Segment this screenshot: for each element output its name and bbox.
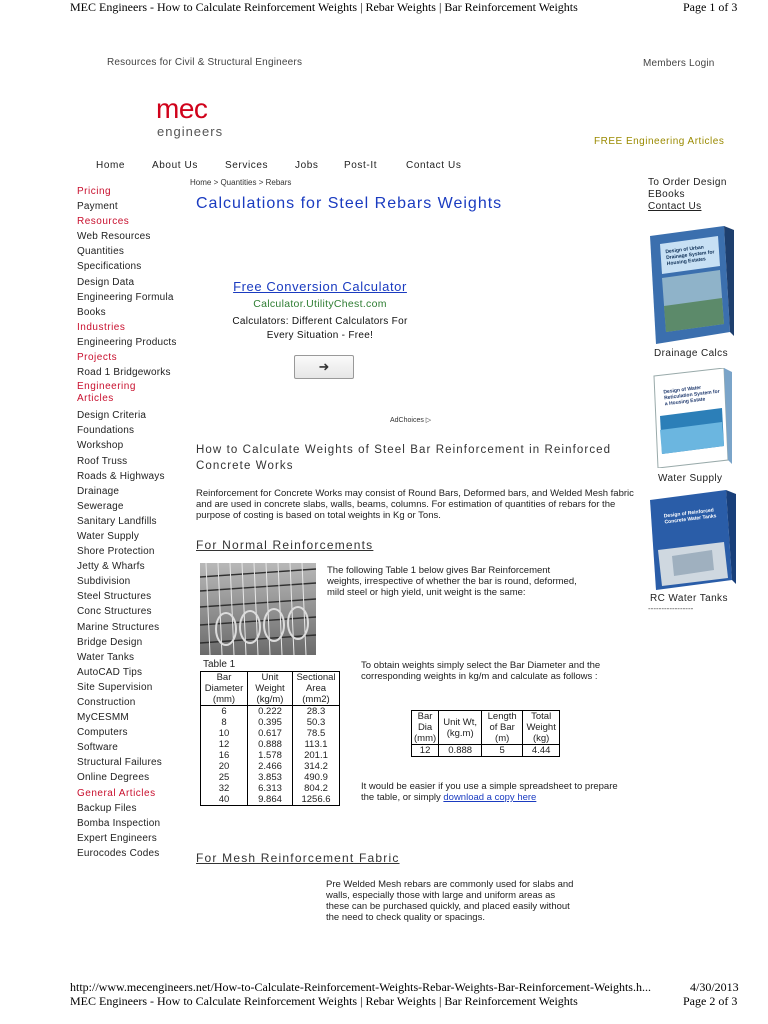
table1-cell: 78.5 — [293, 728, 340, 739]
sidebar-item-autocad-tips[interactable]: AutoCAD Tips — [77, 666, 143, 678]
table1-header-area: Sectional Area (mm2) — [293, 672, 340, 706]
table1-cell: 10 — [201, 728, 248, 739]
table1-cell: 9.864 — [248, 794, 293, 806]
table1-cell: 0.222 — [248, 706, 293, 718]
sidebar-item-marine-structures[interactable]: Marine Structures — [77, 621, 160, 633]
table1-cell: 804.2 — [293, 783, 340, 794]
mesh-reinforcement-heading: For Mesh Reinforcement Fabric — [196, 851, 400, 865]
table1-cell: 1.578 — [248, 750, 293, 761]
table1-cell: 28.3 — [293, 706, 340, 718]
spreadsheet-text-body: It would be easier if you use a simple spreadsheet to prepare the table, or simply — [361, 781, 618, 803]
ebook-cover-drainage[interactable] — [650, 226, 734, 344]
table1-cell: 3.853 — [248, 772, 293, 783]
table1-cell: 20 — [201, 761, 248, 772]
ebook-cover-rc-water-tanks-title: Design of Reinforced Concrete Water Tanks — [663, 507, 717, 526]
table1-cell: 8 — [201, 717, 248, 728]
sidebar-item-bomba-inspection[interactable]: Bomba Inspection — [77, 817, 161, 829]
sidebar-item-site-supervision[interactable]: Site Supervision — [77, 681, 153, 693]
sidebar-item-shore-protection[interactable]: Shore Protection — [77, 546, 155, 558]
sidebar-nav — [77, 184, 187, 861]
table1-cell: 40 — [201, 794, 248, 806]
table2-header-total-weight: Total Weight (kg) — [523, 711, 560, 745]
sidebar-item-workshop[interactable]: Workshop — [77, 440, 124, 452]
ad-arrow-button[interactable]: ➜ — [294, 355, 354, 379]
ad-url[interactable]: Calculator.UtilityChest.com — [253, 298, 387, 310]
nav-post-it[interactable]: Post-It — [344, 160, 378, 171]
rebar-photo — [200, 563, 316, 655]
table-row — [201, 794, 340, 806]
table-row — [201, 706, 340, 718]
sidebar-item-industries[interactable]: Industries — [77, 321, 126, 333]
sidebar-item-sanitary-landfills[interactable]: Sanitary Landfills — [77, 515, 157, 527]
sidebar-item-subdivision[interactable]: Subdivision — [77, 576, 131, 588]
members-login-link[interactable]: Members Login — [643, 58, 715, 69]
breadcrumb[interactable]: Home > Quantities > Rebars — [190, 178, 292, 187]
ebook-cover-water-supply-title: Design of Water Reticulation System for a Housing Estate — [663, 384, 721, 408]
sidebar-item-road-1-bridgeworks[interactable]: Road 1 Bridgeworks — [77, 367, 171, 379]
sidebar-item-roof-truss[interactable]: Roof Truss — [77, 455, 128, 467]
nav-jobs[interactable]: Jobs — [295, 160, 319, 171]
article-intro: Reinforcement for Concrete Works may consist of Round Bars, Deformed bars, and Welded Mesh fabric and are used in concrete slabs, walls, beams, columns. For estimation of quantities of rebars for the purpose of costing is based on total weights in Kg or Tons. — [196, 488, 634, 521]
table-row — [201, 772, 340, 783]
mesh-reinforcement-text: Pre Welded Mesh rebars are commonly used for slabs and walls, especially those with large and uniform areas as these can be purchased quickly, and placed easily without the need to check quality or spacings. — [326, 879, 574, 923]
sidebar-item-general-articles[interactable]: General Articles — [77, 787, 156, 799]
nav-contact-us[interactable]: Contact Us — [406, 160, 462, 171]
nav-home[interactable]: Home — [96, 160, 126, 171]
pdf-page-number: Page 1 of 3 — [683, 0, 738, 14]
ebook-label-drainage[interactable]: Drainage Calcs — [654, 348, 728, 359]
table1-cell: 12 — [201, 739, 248, 750]
pdf-footer-date: 4/30/2013 — [690, 980, 739, 994]
table2-cell-total-weight: 4.44 — [523, 745, 560, 757]
sidebar-item-foundations[interactable]: Foundations — [77, 425, 135, 437]
sidebar-item-steel-structures[interactable]: Steel Structures — [77, 591, 152, 603]
sidebar-item-software[interactable]: Software — [77, 742, 119, 754]
pdf-header-title: MEC Engineers - How to Calculate Reinforcement Weights | Rebar Weights | Bar Reinforcement Weights — [70, 0, 578, 14]
table1-cell: 1256.6 — [293, 794, 340, 806]
sidebar-item-web-resources[interactable]: Web Resources — [77, 231, 151, 243]
table1-cell: 0.888 — [248, 739, 293, 750]
sidebar-item-mycesmm[interactable]: MyCESMM — [77, 712, 129, 724]
table2-header-unit-wt: Unit Wt, (kg.m) — [439, 711, 482, 745]
ebook-label-water-supply[interactable]: Water Supply — [658, 473, 723, 484]
table1-cell: 32 — [201, 783, 248, 794]
sidebar-item-design-criteria[interactable]: Design Criteria — [77, 410, 147, 422]
sidebar-item-pricing[interactable]: Pricing — [77, 186, 112, 197]
sidebar-item-eurocodes-codes[interactable]: Eurocodes Codes — [77, 847, 160, 859]
ad-block — [200, 279, 440, 343]
ebook-label-rc-water-tanks[interactable]: RC Water Tanks — [650, 593, 728, 604]
right-column-divider: ----------------- — [648, 604, 694, 613]
sidebar-item-backup-files[interactable]: Backup Files — [77, 802, 137, 814]
sidebar-item-drainage[interactable]: Drainage — [77, 485, 120, 497]
sidebar-item-structural-failures[interactable]: Structural Failures — [77, 757, 162, 769]
ebook-cover-water-supply[interactable] — [652, 368, 732, 468]
sidebar-item-specifications[interactable]: Specifications — [77, 261, 142, 273]
table-row — [201, 750, 340, 761]
ebook-cover-drainage-title: Design of Urban Drainage System for Housing Estates — [665, 244, 715, 268]
obtain-weights-text: To obtain weights simply select the Bar Diameter and the corresponding weights in kg/m and calculate as follows : — [361, 660, 601, 682]
sidebar-item-sewerage[interactable]: Sewerage — [77, 500, 124, 512]
logo-mec[interactable]: mec — [156, 93, 208, 124]
sidebar-item-design-data[interactable]: Design Data — [77, 276, 135, 288]
table1-cell: 25 — [201, 772, 248, 783]
table-row — [201, 761, 340, 772]
sidebar-item-resources[interactable]: Resources — [77, 216, 130, 228]
table1-cell: 6.313 — [248, 783, 293, 794]
sidebar-item-water-supply[interactable]: Water Supply — [77, 530, 140, 542]
sidebar-item-books[interactable]: Books — [77, 306, 106, 318]
sidebar-item-computers[interactable]: Computers — [77, 727, 128, 739]
sidebar-item-engineering-articles[interactable]: Engineering Articles — [77, 381, 136, 405]
sidebar-item-expert-engineers[interactable]: Expert Engineers — [77, 832, 157, 844]
table2-cell-length: 5 — [482, 745, 523, 757]
adchoices-label[interactable]: AdChoices ▷ — [390, 417, 432, 424]
table1-header-unit-weight: Unit Weight (kg/m) — [248, 672, 293, 706]
normal-reinforcement-text: The following Table 1 below gives Bar Reinforcement weights, irrespective of whether the bar is round, deformed, mild steel or high yield, unit weight is the same: — [327, 565, 577, 598]
table1-cell: 2.466 — [248, 761, 293, 772]
table-row — [201, 739, 340, 750]
table1-cell: 490.9 — [293, 772, 340, 783]
table1-cell: 6 — [201, 706, 248, 718]
table-row — [201, 717, 340, 728]
sidebar-item-engineering-formula[interactable]: Engineering Formula — [77, 291, 174, 303]
download-copy-link[interactable]: download a copy here — [443, 792, 537, 803]
site-tagline: Resources for Civil & Structural Engineers — [107, 57, 303, 68]
table1-cell: 0.395 — [248, 717, 293, 728]
table1-cell: 50.3 — [293, 717, 340, 728]
order-ebooks-text: To Order Design EBooks — [648, 177, 727, 200]
nav-about-us[interactable]: About Us — [152, 160, 198, 171]
table2-header-length: Length of Bar (m) — [482, 711, 523, 745]
table1-cell: 16 — [201, 750, 248, 761]
sidebar-item-engineering-products[interactable]: Engineering Products — [77, 336, 177, 348]
sidebar-item-quantities[interactable]: Quantities — [77, 246, 125, 258]
table1-wrapper — [200, 671, 340, 806]
sidebar-item-construction[interactable]: Construction — [77, 697, 136, 708]
ebook-cover-rc-water-tanks[interactable] — [650, 490, 736, 590]
nav-services[interactable]: Services — [225, 160, 269, 171]
table1-cell: 0.617 — [248, 728, 293, 739]
table1-cell: 314.2 — [293, 761, 340, 772]
table1-cell: 113.1 — [293, 739, 340, 750]
pdf-footer-page: Page 2 of 3 — [683, 994, 738, 1008]
sidebar-item-projects[interactable]: Projects — [77, 352, 118, 364]
table2-wrapper — [411, 710, 560, 757]
pdf-footer-title: MEC Engineers - How to Calculate Reinforcement Weights | Rebar Weights | Bar Reinforcement Weights — [70, 994, 578, 1008]
sidebar-item-payment[interactable]: Payment — [77, 201, 118, 213]
table1 — [200, 671, 340, 806]
table2 — [411, 710, 560, 757]
table-row — [201, 783, 340, 794]
page-title: Calculations for Steel Rebars Weights — [196, 195, 503, 212]
table1-cell: 201.1 — [293, 750, 340, 761]
pdf-footer-url: http://www.mecengineers.net/How-to-Calculate-Reinforcement-Weights-Rebar-Weights-Bar-Reinforcement-Weights.h... — [70, 980, 651, 994]
table2-header-bar-dia: Bar Dia (mm) — [412, 711, 439, 745]
table-row — [201, 728, 340, 739]
table1-caption: Table 1 — [203, 659, 236, 670]
article-title: How to Calculate Weights of Steel Bar Reinforcement in Reinforced Concrete Works — [196, 444, 612, 472]
sidebar-item-jetty-wharfs[interactable]: Jetty & Wharfs — [77, 561, 145, 573]
sidebar-item-water-tanks[interactable]: Water Tanks — [77, 651, 135, 663]
sidebar-item-bridge-design[interactable]: Bridge Design — [77, 636, 143, 648]
sidebar-item-conc-structures[interactable]: Conc Structures — [77, 606, 152, 618]
spreadsheet-text — [361, 781, 623, 803]
sidebar-item-roads-highways[interactable]: Roads & Highways — [77, 470, 165, 482]
table2-cell-bar-dia: 12 — [412, 745, 439, 757]
contact-us-link[interactable]: Contact Us — [648, 201, 702, 212]
table1-header-diameter: Bar Diameter (mm) — [201, 672, 248, 706]
sidebar-item-online-degrees[interactable]: Online Degrees — [77, 772, 150, 784]
normal-reinforcement-heading: For Normal Reinforcements — [196, 538, 374, 552]
ad-text: Calculators: Different Calculators For Every Situation - Free! — [232, 316, 408, 341]
logo-engineers: engineers — [157, 124, 224, 139]
table2-cell-unit-wt: 0.888 — [439, 745, 482, 757]
ad-link[interactable]: Free Conversion Calculator — [233, 279, 407, 294]
free-engineering-articles-link[interactable]: FREE Engineering Articles — [594, 136, 725, 147]
